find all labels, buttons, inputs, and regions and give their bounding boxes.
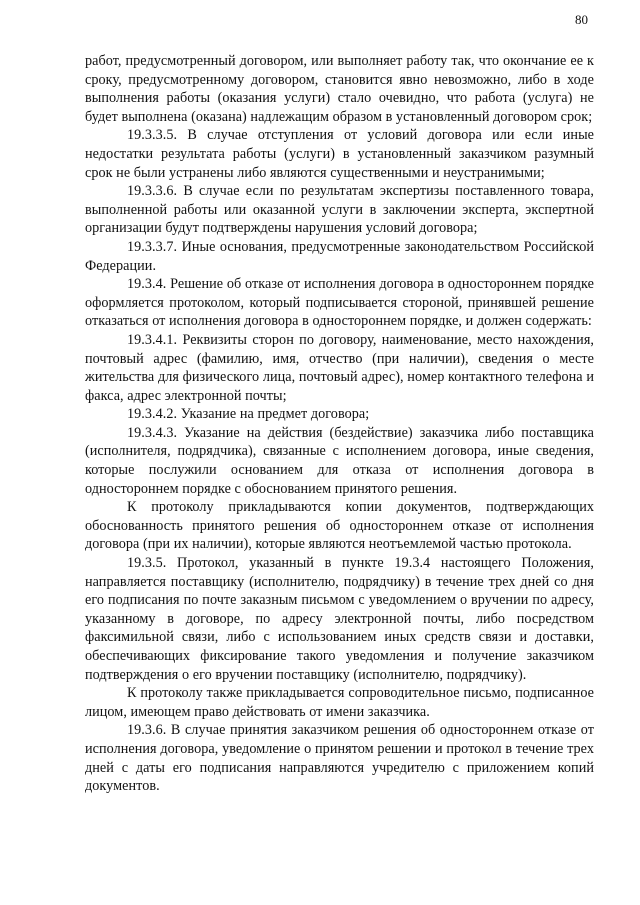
paragraph: 19.3.3.6. В случае если по результатам экспертизы поставленного товара, выполненной работы или оказанной услуги в заключении эксперта, экспертной организации будут подтверждены нарушения условий договора;: [85, 183, 594, 237]
paragraph: К протоколу также прикладывается сопроводительное письмо, подписанное лицом, имеющем право действовать от имени заказчика.: [85, 685, 594, 720]
paragraph: 19.3.4.3. Указание на действия (бездействие) заказчика либо поставщика (исполнителя, подрядчика), связанные с исполнением договора, иные сведения, которые послужили основанием для отказа от исполнения договора в одностороннем порядке с обоснованием принятого решения.: [85, 424, 594, 497]
paragraph: 19.3.6. В случае принятия заказчиком решения об одностороннем отказе от исполнения договора, уведомление о принятом решении и протокол в течение трех дней с даты его подписания направляются учредителю с приложением копий документов.: [85, 722, 594, 795]
paragraph: К протоколу прикладываются копии документов, подтверждающих обоснованность принятого решения об одностороннем отказе от исполнения договора (при их наличии), которые являются неотъемлемой частью протокола.: [85, 499, 594, 553]
paragraph: 19.3.5. Протокол, указанный в пункте 19.3.4 настоящего Положения, направляется поставщику (исполнителю, подрядчику) в течение трех дней со дня его подписания по почте заказным письмом с уведомлением о вручении по адресу, указанному в договоре, по адресу электронной почты, либо посредством факсимильной связи, либо с использованием иных средств связи и доставки, обеспечивающих фиксирование такого уведомления и получение заказчиком подтверждения о его вручении поставщику (исполнителю, подрядчику).: [85, 555, 594, 683]
paragraph: работ, предусмотренный договором, или выполняет работу так, что окончание ее к сроку, предусмотренному договором, становится явно невозможно, либо в ходе выполнения работы (оказания услуги) стало очевидно, что работа (услуга) не будет выполнена (оказана) надлежащим образом в установленный договором срок;: [85, 53, 594, 125]
paragraph: 19.3.3.5. В случае отступления от условий договора или если иные недостатки результата работы (услуги) в установленный заказчиком разумный срок не были устранены либо являются существенными и неустранимыми;: [85, 127, 594, 181]
paragraph: 19.3.3.7. Иные основания, предусмотренные законодательством Российской Федерации.: [85, 238, 594, 274]
paragraph: 19.3.4. Решение об отказе от исполнения договора в одностороннем порядке оформляется протоколом, который подписывается стороной, принявшей решение отказаться от исполнения договора в одностороннем порядке, и должен содержать:: [85, 276, 594, 330]
document-body: [85, 52, 594, 796]
paragraph: 19.3.4.2. Указание на предмет договора;: [127, 406, 370, 423]
paragraph: 19.3.4.1. Реквизиты сторон по договору, наименование, место нахождения, почтовый адрес (фамилию, имя, отчество (при наличии), сведения о месте жительства для физического лица, почтовый адрес), номер контактного телефона и факса, адрес электронной почты;: [85, 331, 594, 404]
page-number: 80: [575, 12, 588, 27]
